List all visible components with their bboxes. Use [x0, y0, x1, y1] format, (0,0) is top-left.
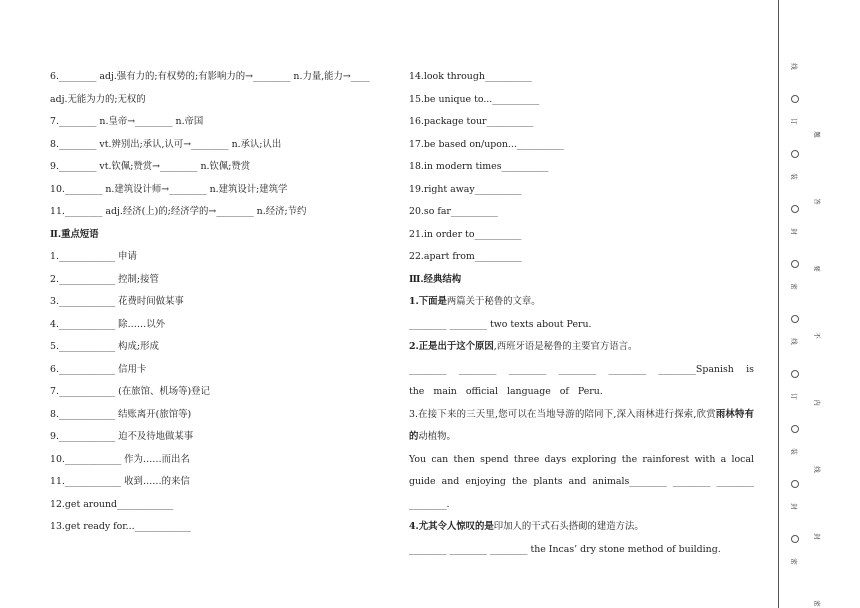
- vocab-line: 4.____________ 除……以外: [50, 318, 166, 330]
- phrase-line: 16.package tour__________: [409, 116, 534, 127]
- vocab-line: 11.________ adj.经济(上)的;经济学的→________ n.经济;节约: [50, 206, 307, 217]
- binding-char: 封: [789, 228, 798, 235]
- binding-hole-icon: [791, 205, 799, 213]
- binding-char: 封: [789, 503, 798, 510]
- phrase-line: 18.in modern times__________: [409, 161, 549, 172]
- structure-3-en: You can then spend three days exploring the rainforest with a local guide and enjoying the plants and animals________ ________ ________ ________.: [409, 453, 754, 510]
- structure-2-en: ________ ________ ________ ________ ________ ________Spanish is the main official language of Peru.: [409, 363, 754, 397]
- section-heading-phrases: Ⅱ.重点短语: [50, 228, 99, 240]
- binding-char: 订: [789, 118, 798, 125]
- binding-char: 订: [789, 393, 798, 400]
- phrase-line: 22.apart from__________: [409, 251, 522, 262]
- binding-hole-icon: [791, 315, 799, 323]
- phrase-list: [409, 66, 754, 269]
- structure-4-en: ________ ________ ________ the Incas’ dry stone method of building.: [409, 543, 721, 555]
- phrase-line: 14.look through__________: [409, 71, 532, 82]
- structure-2-zh: 2.正是出于这个原因,西班牙语是秘鲁的主要官方语言。: [409, 341, 638, 352]
- vocab-line: 10.____________ 作为……而出名: [50, 453, 190, 465]
- binding-note-char: 线: [812, 466, 821, 473]
- vocab-line: 9.____________ 迫不及待地做某事: [50, 431, 194, 442]
- binding-hole-icon: [791, 535, 799, 543]
- binding-char: 密: [789, 283, 798, 290]
- phrase-line: 20.so far__________: [409, 206, 498, 217]
- binding-hole-icon: [791, 260, 799, 268]
- structure-1-en: ________ ________ two texts about Peru.: [409, 318, 592, 330]
- left-column: [50, 66, 395, 539]
- right-column: [409, 66, 754, 561]
- binding-char: 装: [789, 173, 798, 180]
- vocab-line: 9.________ vt.钦佩;赞赏→________ n.钦佩;赞赏: [50, 161, 251, 172]
- vocab-line: 7.____________ (在旅馆、机场等)登记: [50, 386, 210, 397]
- binding-note-char: 题: [812, 131, 821, 138]
- vocab-line: 8.________ vt.辨别出;承认,认可→________ n.承认;认出: [50, 138, 282, 150]
- binding-note-char: 封: [812, 533, 821, 540]
- vocab-line: 13.get ready for...____________: [50, 521, 191, 532]
- vocab-line: 7.________ n.皇帝→________ n.帝国: [50, 116, 204, 127]
- binding-char: 密: [789, 558, 798, 565]
- binding-hole-icon: [791, 95, 799, 103]
- phrase-line: 15.be unique to...__________: [409, 93, 540, 105]
- structure-4-bold: 4.尤其令人惊叹的是: [409, 521, 494, 532]
- phrase-line: 17.be based on/upon...__________: [409, 138, 564, 150]
- binding-hole-icon: [791, 370, 799, 378]
- binding-note-char: 密: [812, 600, 821, 607]
- section-heading-structures: Ⅲ.经典结构: [409, 273, 462, 285]
- binding-line: [778, 0, 779, 608]
- binding-note-char: 要: [812, 265, 821, 272]
- binding-hole-icon: [791, 150, 799, 158]
- structure-3-zh: 3.在接下来的三天里,您可以在当地导游的陪同下,深入雨林进行探索,欣赏雨林特有的动植物。: [409, 408, 754, 442]
- structure-2-bold: 2.正是出于这个原因: [409, 341, 494, 352]
- vocab-line: adj.无能为力的;无权的: [50, 93, 146, 105]
- vocab-line: 6.________ adj.强有力的;有权势的;有影响力的→________ n.力量,能力→____: [50, 71, 370, 82]
- vocab-line: 10.________ n.建筑设计师→________ n.建筑设计;建筑学: [50, 183, 288, 195]
- binding-margin: [780, 0, 860, 608]
- binding-hole-icon: [791, 425, 799, 433]
- phrase-line: 21.in order to__________: [409, 228, 522, 240]
- structure-4-zh: 4.尤其令人惊叹的是印加人的干式石头搭砌的建造方法。: [409, 521, 644, 532]
- structure-3-bold: 雨林特有的: [409, 408, 754, 442]
- binding-char: 线: [789, 63, 798, 70]
- structure-1-bold: 1.下面是: [409, 296, 447, 307]
- binding-char: 线: [789, 338, 798, 345]
- vocab-line: 5.____________ 构成;形成: [50, 341, 159, 352]
- binding-char: 装: [789, 448, 798, 455]
- binding-hole-icon: [791, 480, 799, 488]
- binding-note-char: 答: [812, 198, 821, 205]
- vocab-line: 3.____________ 花费时间做某事: [50, 296, 184, 307]
- vocab-line: 6.____________ 信用卡: [50, 363, 147, 375]
- phrase-line: 19.right away__________: [409, 183, 522, 195]
- structure-1-zh: 1.下面是两篇关于秘鲁的文章。: [409, 296, 541, 307]
- vocab-line: 2.____________ 控制;接管: [50, 273, 159, 285]
- vocab-line: 11.____________ 收到……的来信: [50, 476, 190, 487]
- vocab-line: 8.____________ 结账离开(旅馆等): [50, 408, 192, 420]
- vocab-line: 12.get around____________: [50, 498, 174, 510]
- binding-note-char: 内: [812, 399, 821, 406]
- vocab-line: 1.____________ 申请: [50, 251, 137, 262]
- binding-note-char: 不: [812, 332, 821, 339]
